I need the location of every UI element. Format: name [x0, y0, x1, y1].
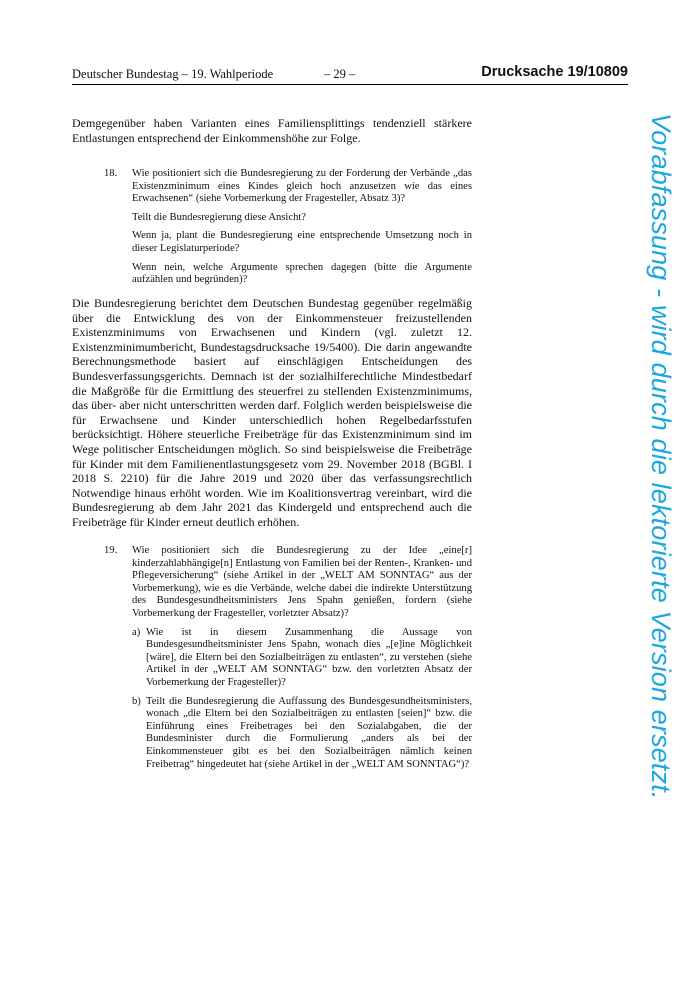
- question-19-text: Wie positioniert sich die Bundesregierung zu der Idee „eine[r] kinderzahlabhängige[n] Entlastung von Familien bei der Renten-, Kranken- und Pflegeversicherung“ (siehe Artikel in der „WELT AM SONNTAG“ aus der Vorbemerkung), wie es die Verbände, welche dabei die indirekte Unterstützung des Bundesgesundheitsministers Jens Spahn genießen, fordern (siehe Vorbemerkung der Fragesteller, vorletzter Absatz)?: [132, 545, 472, 619]
- question-19-sub-b: [132, 696, 472, 772]
- question-18-text: Wie positioniert sich die Bundesregierung zu der Forderung der Verbände „das Existenzminimum eines Kindes gleich hoch anzusetzen wie das eines Erwachsenen“ (siehe Vorbemerkung der Fragesteller, Absatz 3)?: [132, 168, 472, 205]
- question-18-followup-2: Wenn ja, plant die Bundesregierung eine entsprechende Umsetzung noch in dieser Legislaturperiode?: [132, 230, 472, 254]
- question-19: [104, 545, 472, 777]
- sub-b-label: b): [132, 695, 141, 707]
- draft-watermark: Vorabfassung - wird durch die lektorierte Version ersetzt.: [646, 113, 676, 800]
- question-19-number: 19.: [104, 545, 118, 556]
- sub-a-label: a): [132, 626, 141, 638]
- header-page-number: – 29 –: [324, 67, 356, 81]
- question-18-followup-1: Teilt die Bundesregierung diese Ansicht?: [132, 211, 307, 223]
- question-18: [104, 168, 472, 293]
- question-18-followup-3: Wenn nein, welche Argumente sprechen dagegen (bitte die Argumente aufzählen und begründen)?: [132, 261, 472, 286]
- page-header: [72, 64, 628, 84]
- header-doc-label: Drucksache 19/: [481, 64, 588, 80]
- question-18-number: 18.: [104, 168, 118, 179]
- header-doc-number: 10809: [587, 64, 628, 80]
- header-document-number: [481, 64, 628, 80]
- sub-a-text: Wie ist in diesem Zusammenhang die Aussage von Bundesgesundheitsminister Jens Spahn, wonach dies „[e]ine Möglichkeit [wäre], die Eltern bei den Sozialbeiträgen zu entlasten“, zu verstehen (siehe Artikel in der „WELT AM SONNTAG“ bzw. den vorletzten Absatz der Vorbemerkung der Fragesteller)?: [146, 626, 472, 688]
- sub-b-text: Teilt die Bundesregierung die Auffassung des Bundesgesundheitsministers, wonach „die Eltern bei den Sozialbeiträgen zu entlasten [seien]“ bzw. die Einführung eines Freibetrages bei den Sozialabgaben, die der Bundesminister durch die Formulierung „anders als bei der Einkommensteuer gibt es bei den Sozialbeiträgen nämlich keinen Freibetrag“ hingedeutet hat (siehe Artikel in der „WELT AM SONNTAG“)?: [146, 695, 472, 770]
- answer-18-paragraph: Die Bundesregierung berichtet dem Deutschen Bundestag gegenüber regelmäßig über die Entwicklung des von der Einkommensteuer freizustellenden Existenzminimums von Erwachsenen und Kindern (vgl. zuletzt 12. Existenzminimumbericht, Bundestagsdrucksache 19/5400). Die darin angewandte Berechnungsmethode basiert auf einschlägigen Entscheidungen des Bundesverfassungsgerichts. Demnach ist der sozialhilferechtliche Mindestbedarf die Maßgröße für die Ermittlung des steuerfrei zu stellenden Existenzminimums, das über- aber nicht unterschritten werden darf. Folglich werden beispielsweise die für Erwachsene und Kinder unterschiedlich hohen Regelbedarfsstufen berücksichtigt. Höhere steuerliche Freibeträge für das Existenzminimum sind im Wege politischer Entscheidungen möglich. So sind beispielsweise die Freibeträge für Kinder mit dem Familienentlastungsgesetz vom 29. November 2018 (BGBl. I 2018 S. 2210) für die Jahre 2019 und 2020 über das verfassungsrechtlich Notwendige hinaus erhöht worden. Wie im Koalitionsvertrag vereinbart, wird die Bundesregierung ab dem Jahr 2021 das Kindergeld und entsprechend auch die Freibeträge für Kinder erneut deutlich erhöhen.: [72, 296, 472, 529]
- intro-paragraph: Demgegenüber haben Varianten eines Familiensplittings tendenziell stärkere Entlastungen entsprechend der Einkommenshöhe zur Folge.: [72, 116, 472, 145]
- header-publication: Deutscher Bundestag – 19. Wahlperiode: [72, 67, 274, 81]
- header-divider: [72, 84, 628, 85]
- question-19-sub-a: [132, 627, 472, 690]
